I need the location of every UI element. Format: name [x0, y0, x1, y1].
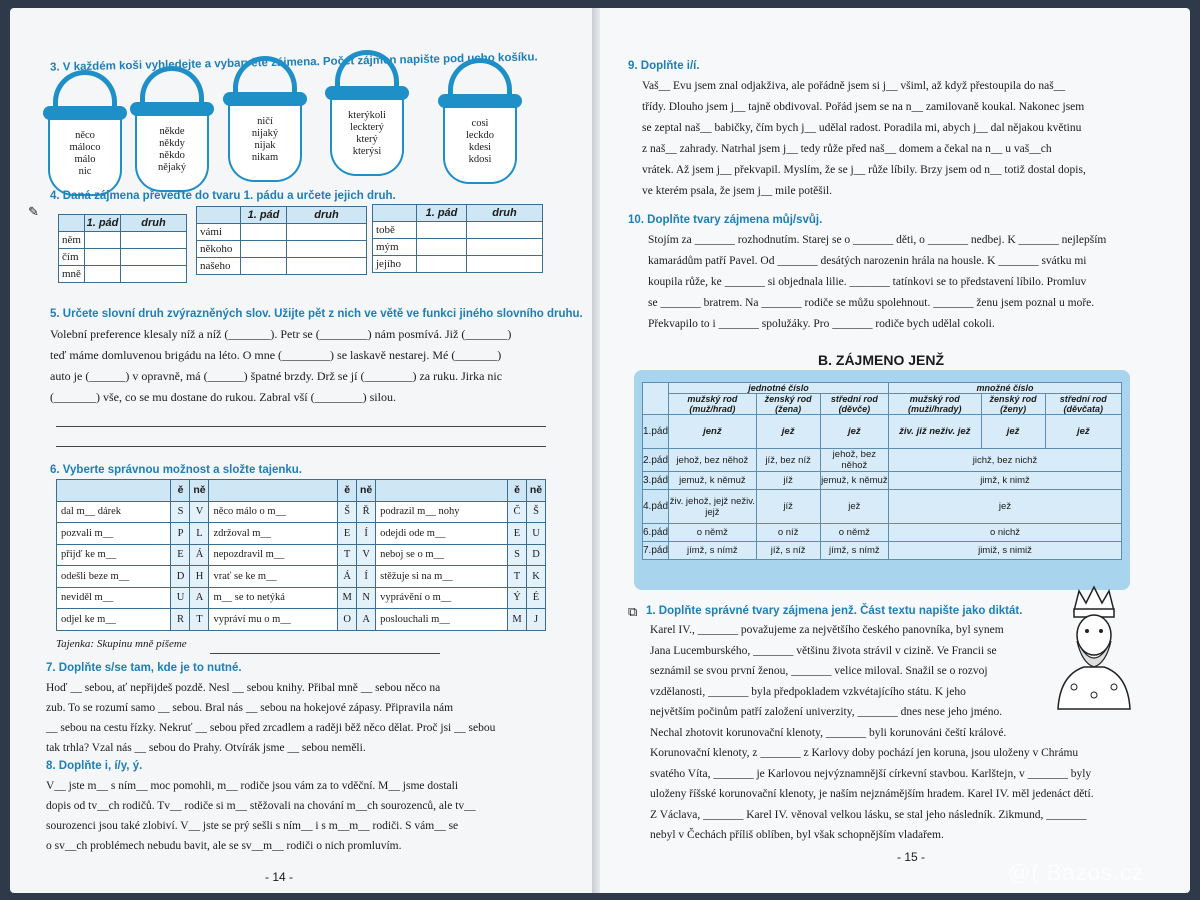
- basket-body: [135, 112, 209, 192]
- pronoun-cell: mým: [373, 239, 417, 256]
- basket-word: někdy: [159, 138, 185, 149]
- phrase-cell: neboj se o m__: [376, 544, 508, 566]
- header-ne: ně: [527, 480, 546, 502]
- ex9-line: se zeptal naš__ babičky, čím bych j__ udělal radost. Poradila mi, abych j__ dal nějakou květinu: [642, 122, 1082, 134]
- letter-option[interactable]: Á: [338, 566, 357, 588]
- phrase-cell: zdržoval m__: [209, 523, 338, 545]
- ex5-heading: 5. Určete slovní druh zvýrazněných slov. Užijte pět z nich ve větě ve funkci jiného slovního druhu.: [50, 308, 583, 320]
- gender-header: střední rod (děvče): [820, 394, 888, 415]
- pencil-icon: ✎: [28, 204, 39, 219]
- form-cell: jemuž, k němuž: [669, 472, 757, 490]
- phrase-cell: něco málo o m__: [209, 501, 338, 523]
- phrase-cell: poslouchali m__: [376, 609, 508, 631]
- letter-option[interactable]: L: [190, 523, 209, 545]
- at-icon: @(: [1008, 860, 1040, 885]
- left-page: [10, 8, 595, 893]
- king-illustration: [1044, 583, 1144, 711]
- answer-cell[interactable]: [241, 241, 287, 258]
- ex7-line: Hoď __ sebou, ať nepřijdeš pozdě. Nesl __ sebou knihy. Přibal mně __ sebou něco na: [46, 682, 441, 694]
- exb1-line: Karel IV., _______ považujeme za největšího českého panovníka, byl synem: [650, 624, 1004, 636]
- form-cell: živ. již neživ. jež: [889, 415, 982, 449]
- ex8-line: o sv__ch problémech nebudu bavit, ale se sv__m__ rodiči o nich promluvím.: [46, 840, 402, 852]
- form-cell: jimž, k nimž: [889, 472, 1122, 490]
- ex7-text: [46, 678, 591, 758]
- phrase-cell: nepozdravil m__: [209, 544, 338, 566]
- form-cell: jíž: [756, 490, 820, 524]
- basket-rim: [438, 94, 522, 108]
- letter-option[interactable]: A: [357, 609, 376, 631]
- col-header: druh: [467, 205, 543, 222]
- ex5-text: [50, 324, 590, 408]
- corner-cell: [373, 205, 417, 222]
- case-cell: 6.pád: [643, 524, 669, 542]
- ex5-line: auto je (______) v opravně, má (______) špatné brzdy. Drž se jí (________) za ruku. Jirka nic: [50, 369, 503, 383]
- watermark-text: Bazos.cz: [1046, 860, 1145, 885]
- answer-cell[interactable]: [85, 266, 121, 283]
- letter-option[interactable]: J: [527, 609, 546, 631]
- form-cell: jichž, bez nichž: [889, 449, 1122, 472]
- letter-option[interactable]: R: [171, 609, 190, 631]
- basket-word: málo: [74, 154, 96, 165]
- exb1-line: Jana Lucemburského, _______ většinu života strávil v cizině. Ve Francii se: [650, 644, 997, 657]
- ex4-table: [372, 204, 543, 273]
- answer-cell[interactable]: [121, 249, 187, 266]
- exb1-line: Z Václava, _______ Karel IV. věnoval velkou lásku, se stal jeho následník. Zikmund, _______: [650, 808, 1087, 821]
- basket-word: leckdo: [466, 130, 494, 141]
- col-header: druh: [287, 207, 367, 224]
- ex7-line: zub. To se rozumí samo __ sebou. Bral nás __ sebou na hokejové zápasy. Připravila nám: [46, 702, 454, 714]
- answer-cell[interactable]: [467, 222, 543, 239]
- letter-option[interactable]: S: [171, 501, 190, 523]
- phrase-cell: odjel ke m__: [57, 609, 171, 631]
- answer-line: [56, 426, 546, 427]
- letter-option[interactable]: H: [190, 566, 209, 588]
- case-cell: 2.pád: [643, 449, 669, 472]
- letter-option[interactable]: O: [338, 609, 357, 631]
- letter-option[interactable]: Š: [338, 501, 357, 523]
- form-cell: jemuž, k němuž: [820, 472, 888, 490]
- ex4-heading: 4. Daná zájmena převeďte do tvaru 1. pádu a určete jejich druh.: [50, 190, 396, 202]
- form-cell: o níž: [756, 524, 820, 542]
- form-cell: jež: [889, 490, 1122, 524]
- form-cell: jíž, bez níž: [756, 449, 820, 472]
- pronoun-cell: čím: [59, 249, 85, 266]
- pronoun-cell: jejího: [373, 256, 417, 273]
- form-cell: jež: [1045, 415, 1121, 449]
- ex4-table: [196, 206, 367, 275]
- phrase-cell: odešli beze m__: [57, 566, 171, 588]
- ex8-line: dopis od tv__ch rodičů. Tv__ rodiče si m__ stěžovali na chování m__ch sourozenců, ale tv__: [46, 800, 476, 812]
- answer-cell[interactable]: [121, 232, 187, 249]
- secret-answer-line: [210, 653, 440, 654]
- basket-word: leckterý: [350, 122, 384, 133]
- letter-option[interactable]: T: [508, 566, 527, 588]
- header-e: ě: [338, 480, 357, 502]
- basket-rim: [223, 92, 307, 106]
- pronoun-cell: vámi: [197, 224, 241, 241]
- answer-cell[interactable]: [85, 232, 121, 249]
- exb1-heading: 1. Doplňte správné tvary zájmena jenž. Část textu napište jako diktát.: [646, 605, 1023, 617]
- answer-cell[interactable]: [417, 256, 467, 273]
- letter-option[interactable]: É: [527, 587, 546, 609]
- phrase-cell: dal m__ dárek: [57, 501, 171, 523]
- ex8-text: [46, 776, 591, 856]
- gender-header: ženský rod (žena): [756, 394, 820, 415]
- letter-option[interactable]: E: [171, 544, 190, 566]
- form-cell: jehož, bez něhož: [669, 449, 757, 472]
- letter-option[interactable]: Ý: [508, 587, 527, 609]
- answer-cell[interactable]: [467, 256, 543, 273]
- ex6-secret-label: Tajenka: Skupinu mně píšeme: [56, 638, 187, 650]
- answer-cell[interactable]: [417, 222, 467, 239]
- gender-header: mužský rod (muž/hrad): [669, 394, 757, 415]
- header-ne: ně: [190, 480, 209, 502]
- col-header: 1. pád: [417, 205, 467, 222]
- ex6-heading: 6. Vyberte správnou možnost a složte tajenku.: [50, 464, 303, 476]
- corner-cell: [197, 207, 241, 224]
- exb1-line: největším počinům patří založení univerzity, _______ dnes nese jeho jméno.: [650, 706, 1003, 718]
- ex9-line: vrátek. Až jsem j__ překvapil. Myslím, že se j__ růže líbily. Brzy jsem od n__ totiž dostal dopis,: [642, 164, 1086, 176]
- letter-option[interactable]: T: [190, 609, 209, 631]
- exb1-line: svatého Víta, _______ je Karlovou nejvýznamnější církevní stavbou. Karlštejn, v _______ byly: [650, 767, 1092, 780]
- gender-header: mužský rod (muži/hrady): [889, 394, 982, 415]
- ex7-line: tak trhla? Vzal nás __ sebou do Prahy. Otvírák jsme __ sebou neměli.: [46, 742, 366, 754]
- basket-word: kdosi: [468, 154, 492, 165]
- pronoun-cell: našeho: [197, 258, 241, 275]
- pronoun-cell: tobě: [373, 222, 417, 239]
- gender-header: střední rod (děvčata): [1045, 394, 1121, 415]
- exb1-line: uloženy říšské korunovační klenoty, je naším nejznámějším hradem. Karel IV. měl jedenáct dětí.: [650, 788, 1094, 800]
- letter-option[interactable]: M: [508, 609, 527, 631]
- ex8-heading: 8. Doplňte i, í/y, ý.: [46, 760, 143, 772]
- ex9-line: Vaš__ Evu jsem znal odjakživa, ale pořádně jsem si j__ všiml, až když přestoupila do naš__: [642, 80, 1066, 92]
- answer-cell[interactable]: [287, 241, 367, 258]
- ex5-line: Volební preference klesaly níž a níž (_______). Petr se (________) nám posmívá. Již (_______): [50, 327, 512, 341]
- ex9-heading: 9. Doplňte i/í.: [628, 60, 700, 72]
- ex7-line: __ sebou na cestu řízky. Nekruť __ sebou před zrcadlem a raději běž něco dělat. Proč jsi __ sebou: [46, 722, 496, 734]
- phrase-cell: podrazil m__ nohy: [376, 501, 508, 523]
- answer-line: [56, 446, 546, 447]
- ex10-line: Překvapilo to i _______ spolužáky. Pro _______ rodiče bych udělal cokoli.: [648, 318, 995, 330]
- letter-option[interactable]: Ř: [357, 501, 376, 523]
- blank-header: [209, 480, 338, 502]
- header-ne: ně: [357, 480, 376, 502]
- header-e: ě: [508, 480, 527, 502]
- form-cell: jež: [820, 490, 888, 524]
- letter-option[interactable]: E: [508, 523, 527, 545]
- exb1-line: Korunovační klenoty, z _______ z Karlovy doby pochází jen koruna, jsou uloženy v Chrámu: [650, 747, 1079, 759]
- form-cell: jehož, bez něhož: [820, 449, 888, 472]
- ex10-line: Stojím za _______ rozhodnutím. Starej se o _______ děti, o _______ nedbej. K _______ nejlepším: [648, 234, 1107, 246]
- letter-option[interactable]: U: [171, 587, 190, 609]
- letter-option[interactable]: K: [527, 566, 546, 588]
- form-cell: o nichž: [889, 524, 1122, 542]
- letter-option[interactable]: S: [508, 544, 527, 566]
- plural-header: množné číslo: [889, 383, 1122, 394]
- ex7-heading: 7. Doplňte s/se tam, kde je to nutné.: [46, 662, 242, 674]
- form-cell: jímž, s nímž: [820, 542, 888, 560]
- form-cell: o němž: [669, 524, 757, 542]
- basket-word: cosi: [471, 118, 489, 129]
- letter-option[interactable]: V: [357, 544, 376, 566]
- phrase-cell: přijď ke m__: [57, 544, 171, 566]
- ex8-line: sourozenci jsou také zlobiví. V__ jste se prý sešli s ním__ i s m__m__ rodiči. S vám__ se: [46, 820, 459, 832]
- answer-cell[interactable]: [241, 258, 287, 275]
- ex6-table: [56, 479, 546, 631]
- ex10-line: koupila růže, ke _______ si objednala lilie. _______ tatínkovi se to představení líbilo. Promluv: [648, 276, 1087, 288]
- gender-header: ženský rod (ženy): [981, 394, 1045, 415]
- exb1-line: seznámil se svou první ženou, _______ velice miloval. Snažil se o rozvoj: [650, 665, 988, 677]
- ex8-line: V__ jste m__ s ním__ moc pomohli, m__ rodiče jsou vám za to vděční. M__ jsme dostali: [46, 780, 459, 792]
- blank-header: [57, 480, 171, 502]
- basket-word: nic: [78, 166, 92, 177]
- ex5-line: teď máme domluvenou brigádu na léto. O mne (________) se laskavě nestarej. Mé (_______): [50, 348, 502, 362]
- case-cell: 3.pád: [643, 472, 669, 490]
- phrase-cell: m__ se to netýká: [209, 587, 338, 609]
- phrase-cell: odejdi ode m__: [376, 523, 508, 545]
- basket-word: něco: [75, 130, 95, 141]
- answer-cell[interactable]: [417, 239, 467, 256]
- letter-option[interactable]: Š: [527, 501, 546, 523]
- form-cell: jež: [981, 415, 1045, 449]
- basket-word: kterýkoli: [348, 110, 386, 121]
- form-cell: živ. jehož, jejž neživ. jejž: [669, 490, 757, 524]
- phrase-cell: neviděl m__: [57, 587, 171, 609]
- form-cell: jež: [756, 415, 820, 449]
- letter-option[interactable]: D: [527, 544, 546, 566]
- letter-option[interactable]: Č: [508, 501, 527, 523]
- answer-cell[interactable]: [467, 239, 543, 256]
- basket-word: někdo: [159, 150, 185, 161]
- letter-option[interactable]: P: [171, 523, 190, 545]
- letter-option[interactable]: U: [527, 523, 546, 545]
- ex10-heading: 10. Doplňte tvary zájmena můj/svůj.: [628, 214, 823, 226]
- form-cell: jíž: [756, 472, 820, 490]
- basket-body: [443, 104, 517, 184]
- form-cell: jíž, s níž: [756, 542, 820, 560]
- ex10-line: se _______ bratrem. Na _______ rodiče se můžu spolehnout. _______ ženu jsem poznal u moře.: [648, 297, 1095, 309]
- exb1-line: nebyl v Čechách příliš oblíben, byl však schopnějším vladařem.: [650, 829, 944, 841]
- form-cell: o němž: [820, 524, 888, 542]
- corner-cell: [643, 383, 669, 415]
- basket-word: kterýsi: [352, 146, 382, 157]
- basket-word: máloco: [69, 142, 101, 153]
- exb1-line: vzdělanosti, _______ byla předpokladem vzkvétajícího státu. K jeho: [650, 685, 966, 698]
- basket-body: [228, 102, 302, 182]
- right-page: [600, 8, 1190, 893]
- form-cell: jímž, s nímž: [669, 542, 757, 560]
- basket-rim: [325, 86, 409, 100]
- col-header: 1. pád: [85, 215, 121, 232]
- ex4-table: [58, 214, 187, 283]
- ex9-line: třídy. Dlouho jsem j__ tajně obdivoval. Pořád jsem se na n__ zamilovaně koukal. Nakonec jsem: [642, 101, 1085, 113]
- page-number: - 15 -: [897, 850, 926, 864]
- col-header: druh: [121, 215, 187, 232]
- answer-cell[interactable]: [121, 266, 187, 283]
- page-number: - 14 -: [265, 870, 294, 884]
- phrase-cell: vyprávění o m__: [376, 587, 508, 609]
- basket-rim: [43, 106, 127, 120]
- jenz-table-card: [634, 370, 1130, 590]
- pronoun-cell: něm: [59, 232, 85, 249]
- form-cell: jenž: [669, 415, 757, 449]
- section-b-title: B. ZÁJMENO JENŽ: [818, 352, 945, 368]
- case-cell: 7.pád: [643, 542, 669, 560]
- letter-option[interactable]: Á: [190, 544, 209, 566]
- phrase-cell: vypráví mu o m__: [209, 609, 338, 631]
- basket-body: [48, 116, 122, 196]
- basket-word: někde: [159, 126, 185, 137]
- answer-cell[interactable]: [287, 224, 367, 241]
- singular-header: jednotné číslo: [669, 383, 889, 394]
- answer-cell[interactable]: [241, 224, 287, 241]
- ex10-line: kamarádům patří Pavel. Od _______ desátých narozenin hrála na housle. K _______ svátku mi: [648, 255, 1087, 267]
- form-cell: jimiž, s nimiž: [889, 542, 1122, 560]
- pronoun-cell: mně: [59, 266, 85, 283]
- letter-option[interactable]: N: [357, 587, 376, 609]
- header-e: ě: [171, 480, 190, 502]
- letter-option[interactable]: E: [338, 523, 357, 545]
- basket-word: ničí: [257, 116, 273, 127]
- phrase-cell: vrať se ke m__: [209, 566, 338, 588]
- ex9-line: z naš__ zahrady. Natrhal jsem j__ tedy růže před naš__ domem a čekal na n__ u vaš__ch: [642, 143, 1052, 155]
- basket-body: [330, 96, 404, 176]
- phrase-cell: stěžuje si na m__: [376, 566, 508, 588]
- ex9-text: [642, 76, 1162, 202]
- basket-rim: [130, 102, 214, 116]
- corner-cell: [59, 215, 85, 232]
- basket-word: který: [356, 134, 378, 145]
- phrase-cell: pozvali m__: [57, 523, 171, 545]
- ex3-heading: 3. V každém koši vyhledejte a vybarvěte zájmena. Počet zájmen napište pod ucho košíku.: [49, 51, 538, 74]
- ex9-line: ve kterém psala, že jsem j__ mile potěšil.: [642, 185, 833, 197]
- basket-word: nějaký: [158, 162, 186, 173]
- exb1-line: Nechal zhotovit korunovační klenoty, _______ byli korunováni čeští králové.: [650, 726, 1007, 739]
- watermark: [1008, 860, 1144, 886]
- jenz-table: [642, 382, 1122, 560]
- basket-word: nijak: [254, 140, 276, 151]
- letter-option[interactable]: D: [171, 566, 190, 588]
- pronoun-cell: někoho: [197, 241, 241, 258]
- basket-word: nikam: [251, 152, 279, 163]
- letter-option[interactable]: T: [338, 544, 357, 566]
- basket-word: nijaký: [251, 128, 279, 139]
- answer-cell[interactable]: [85, 249, 121, 266]
- letter-option[interactable]: Í: [357, 566, 376, 588]
- col-header: 1. pád: [241, 207, 287, 224]
- case-cell: 4.pád: [643, 490, 669, 524]
- letter-option[interactable]: A: [190, 587, 209, 609]
- form-cell: jež: [820, 415, 888, 449]
- blank-header: [376, 480, 508, 502]
- answer-cell[interactable]: [287, 258, 367, 275]
- basket-word: kdesi: [468, 142, 492, 153]
- puzzle-icon: ⧉: [628, 604, 638, 619]
- case-cell: 1.pád: [643, 415, 669, 449]
- letter-option[interactable]: Í: [357, 523, 376, 545]
- ex10-text: [648, 230, 1168, 335]
- letter-option[interactable]: M: [338, 587, 357, 609]
- letter-option[interactable]: V: [190, 501, 209, 523]
- ex5-line: (_______) vše, co se mu dostane do rukou. Zabral vší (________) silou.: [50, 390, 396, 404]
